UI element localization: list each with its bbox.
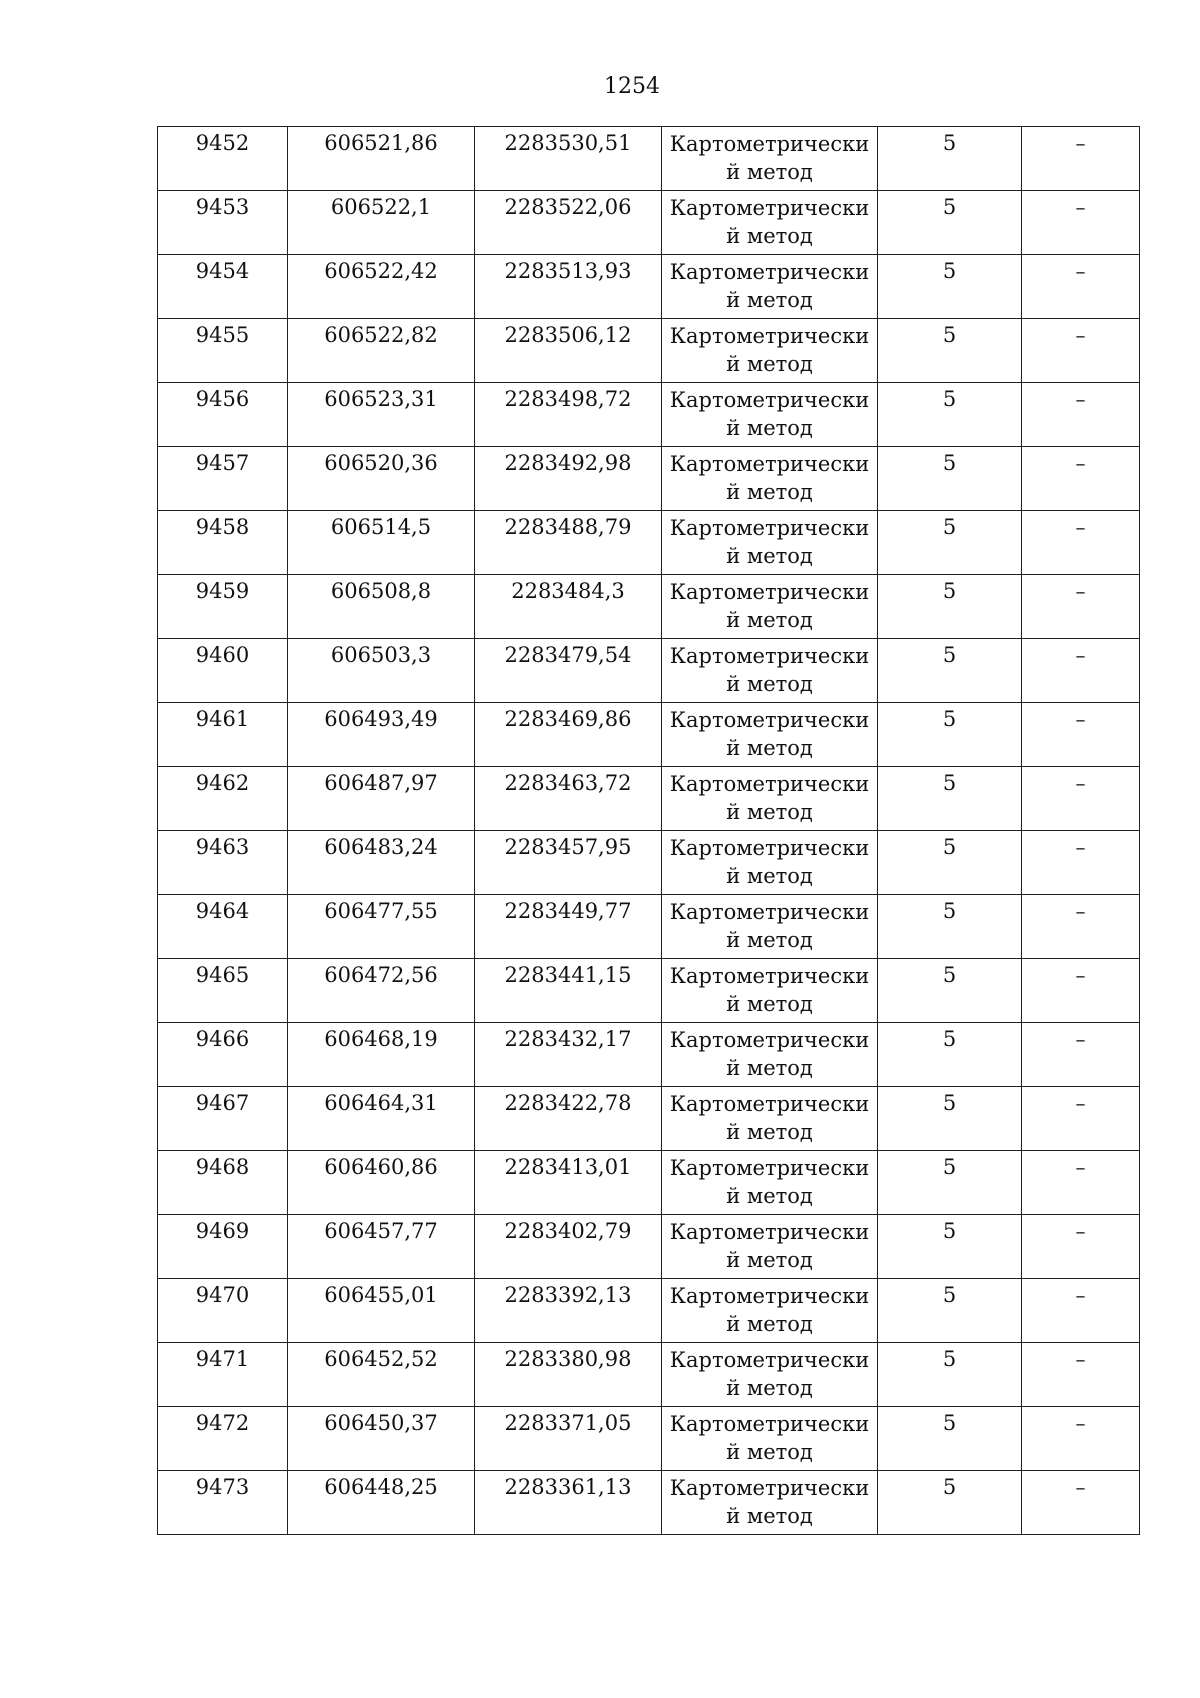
cell-method	[662, 639, 878, 703]
cell-accuracy-text: 5	[942, 1027, 957, 1051]
cell-coordinate-x	[288, 255, 475, 319]
cell-coordinate-x-text: 606452,52	[324, 1347, 438, 1371]
cell-note	[1022, 575, 1140, 639]
cell-accuracy	[878, 703, 1022, 767]
cell-point-number	[158, 1087, 288, 1151]
table-row	[158, 127, 1140, 191]
cell-point-number-text: 9468	[195, 1155, 250, 1179]
cell-method	[662, 191, 878, 255]
cell-note	[1022, 767, 1140, 831]
cell-point-number-text: 9465	[195, 963, 250, 987]
cell-coordinate-y-text: 2283449,77	[504, 899, 632, 923]
cell-coordinate-x-text: 606468,19	[324, 1027, 438, 1051]
cell-accuracy-text: 5	[942, 835, 957, 859]
cell-coordinate-y	[475, 959, 662, 1023]
cell-coordinate-x-text: 606455,01	[324, 1283, 438, 1307]
cell-point-number-text: 9459	[195, 579, 250, 603]
cell-method-text: Картометрически й метод	[669, 1348, 870, 1400]
cell-coordinate-y	[475, 447, 662, 511]
cell-method-text: Картометрически й метод	[669, 324, 870, 376]
cell-note	[1022, 1471, 1140, 1535]
cell-accuracy	[878, 1215, 1022, 1279]
cell-method	[662, 511, 878, 575]
cell-note-text: –	[1075, 195, 1086, 219]
cell-method	[662, 703, 878, 767]
cell-method-text: Картометрически й метод	[669, 708, 870, 760]
table-row	[158, 1471, 1140, 1535]
cell-method	[662, 255, 878, 319]
cell-accuracy-text: 5	[942, 1411, 957, 1435]
cell-accuracy	[878, 767, 1022, 831]
cell-note-text: –	[1075, 643, 1086, 667]
cell-point-number	[158, 511, 288, 575]
table-row	[158, 1343, 1140, 1407]
cell-method-text: Картометрически й метод	[669, 1220, 870, 1272]
cell-note-text: –	[1075, 1411, 1086, 1435]
cell-point-number-text: 9454	[195, 259, 250, 283]
cell-method	[662, 767, 878, 831]
cell-method	[662, 319, 878, 383]
cell-coordinate-x	[288, 831, 475, 895]
cell-accuracy-text: 5	[942, 579, 957, 603]
table-row	[158, 1087, 1140, 1151]
cell-coordinate-y	[475, 895, 662, 959]
cell-method	[662, 1023, 878, 1087]
cell-accuracy-text: 5	[942, 1155, 957, 1179]
cell-coordinate-x	[288, 895, 475, 959]
cell-point-number-text: 9470	[195, 1283, 250, 1307]
cell-note-text: –	[1075, 323, 1086, 347]
cell-note	[1022, 1023, 1140, 1087]
cell-note	[1022, 703, 1140, 767]
cell-point-number	[158, 575, 288, 639]
cell-accuracy	[878, 1471, 1022, 1535]
cell-coordinate-y	[475, 511, 662, 575]
cell-coordinate-x	[288, 1215, 475, 1279]
cell-point-number-text: 9472	[195, 1411, 250, 1435]
cell-point-number-text: 9452	[195, 131, 250, 155]
table-row	[158, 1279, 1140, 1343]
cell-coordinate-x-text: 606522,42	[324, 259, 438, 283]
cell-note	[1022, 319, 1140, 383]
cell-point-number	[158, 191, 288, 255]
cell-coordinate-x-text: 606493,49	[324, 707, 438, 731]
cell-accuracy-text: 5	[942, 1091, 957, 1115]
cell-accuracy-text: 5	[942, 195, 957, 219]
cell-coordinate-x-text: 606457,77	[324, 1219, 438, 1243]
cell-accuracy	[878, 1343, 1022, 1407]
cell-coordinate-y	[475, 1407, 662, 1471]
cell-accuracy-text: 5	[942, 1475, 957, 1499]
cell-method-text: Картометрически й метод	[669, 1412, 870, 1464]
table-row	[158, 767, 1140, 831]
cell-method-text: Картометрически й метод	[669, 1476, 870, 1528]
table-row	[158, 1151, 1140, 1215]
cell-method	[662, 1151, 878, 1215]
table-row	[158, 895, 1140, 959]
cell-method-text: Картометрически й метод	[669, 516, 870, 568]
cell-point-number-text: 9460	[195, 643, 250, 667]
cell-coordinate-y	[475, 767, 662, 831]
table-row	[158, 575, 1140, 639]
cell-accuracy	[878, 1279, 1022, 1343]
cell-method-text: Картометрически й метод	[669, 196, 870, 248]
cell-coordinate-x-text: 606460,86	[324, 1155, 438, 1179]
cell-coordinate-y	[475, 127, 662, 191]
cell-note-text: –	[1075, 579, 1086, 603]
cell-coordinate-y-text: 2283488,79	[504, 515, 632, 539]
cell-accuracy-text: 5	[942, 899, 957, 923]
cell-accuracy	[878, 255, 1022, 319]
cell-method	[662, 1087, 878, 1151]
table-row	[158, 1407, 1140, 1471]
cell-method	[662, 127, 878, 191]
cell-coordinate-x	[288, 127, 475, 191]
cell-coordinate-y-text: 2283530,51	[504, 131, 632, 155]
cell-coordinate-x-text: 606514,5	[330, 515, 432, 539]
cell-coordinate-x	[288, 703, 475, 767]
cell-note-text: –	[1075, 1155, 1086, 1179]
cell-coordinate-y	[475, 639, 662, 703]
cell-note	[1022, 831, 1140, 895]
cell-coordinate-y-text: 2283513,93	[504, 259, 632, 283]
cell-coordinate-y-text: 2283469,86	[504, 707, 632, 731]
cell-coordinate-y	[475, 575, 662, 639]
cell-coordinate-y	[475, 319, 662, 383]
cell-method-text: Картометрически й метод	[669, 644, 870, 696]
cell-coordinate-y	[475, 1023, 662, 1087]
cell-coordinate-x-text: 606522,82	[324, 323, 438, 347]
table-row	[158, 511, 1140, 575]
cell-coordinate-y-text: 2283441,15	[504, 963, 632, 987]
cell-coordinate-y-text: 2283498,72	[504, 387, 632, 411]
cell-coordinate-x	[288, 1471, 475, 1535]
cell-method	[662, 831, 878, 895]
cell-coordinate-x-text: 606448,25	[324, 1475, 438, 1499]
cell-coordinate-x	[288, 1151, 475, 1215]
cell-method	[662, 1215, 878, 1279]
cell-coordinate-y	[475, 1215, 662, 1279]
cell-coordinate-y	[475, 1471, 662, 1535]
cell-note	[1022, 1343, 1140, 1407]
cell-method-text: Картометрически й метод	[669, 836, 870, 888]
cell-coordinate-y-text: 2283432,17	[504, 1027, 632, 1051]
cell-point-number	[158, 127, 288, 191]
cell-note	[1022, 191, 1140, 255]
cell-accuracy-text: 5	[942, 1283, 957, 1307]
cell-point-number	[158, 703, 288, 767]
cell-coordinate-y	[475, 191, 662, 255]
cell-coordinate-y-text: 2283361,13	[504, 1475, 632, 1499]
cell-accuracy-text: 5	[942, 643, 957, 667]
cell-coordinate-y-text: 2283371,05	[504, 1411, 632, 1435]
cell-point-number-text: 9463	[195, 835, 250, 859]
cell-note-text: –	[1075, 1219, 1086, 1243]
cell-accuracy-text: 5	[942, 323, 957, 347]
cell-point-number	[158, 1279, 288, 1343]
table-row	[158, 1215, 1140, 1279]
cell-accuracy-text: 5	[942, 451, 957, 475]
cell-note-text: –	[1075, 771, 1086, 795]
cell-note-text: –	[1075, 1091, 1086, 1115]
table-row	[158, 703, 1140, 767]
cell-accuracy	[878, 319, 1022, 383]
cell-accuracy-text: 5	[942, 1347, 957, 1371]
cell-method-text: Картометрически й метод	[669, 388, 870, 440]
cell-method-text: Картометрически й метод	[669, 452, 870, 504]
cell-accuracy-text: 5	[942, 131, 957, 155]
cell-point-number	[158, 383, 288, 447]
cell-accuracy-text: 5	[942, 259, 957, 283]
coordinates-table	[157, 126, 1140, 1535]
cell-accuracy	[878, 127, 1022, 191]
cell-point-number-text: 9455	[195, 323, 250, 347]
cell-method	[662, 1343, 878, 1407]
table-row	[158, 959, 1140, 1023]
cell-point-number	[158, 1023, 288, 1087]
cell-coordinate-y-text: 2283492,98	[504, 451, 632, 475]
cell-coordinate-y-text: 2283457,95	[504, 835, 632, 859]
cell-accuracy	[878, 831, 1022, 895]
cell-point-number	[158, 255, 288, 319]
cell-point-number-text: 9456	[195, 387, 250, 411]
cell-coordinate-y	[475, 703, 662, 767]
cell-note-text: –	[1075, 451, 1086, 475]
cell-coordinate-y-text: 2283522,06	[504, 195, 632, 219]
cell-point-number-text: 9461	[195, 707, 250, 731]
cell-coordinate-x-text: 606477,55	[324, 899, 438, 923]
cell-note	[1022, 959, 1140, 1023]
cell-coordinate-y-text: 2283484,3	[511, 579, 625, 603]
cell-accuracy-text: 5	[942, 707, 957, 731]
cell-coordinate-x	[288, 447, 475, 511]
cell-coordinate-x-text: 606521,86	[324, 131, 438, 155]
cell-note-text: –	[1075, 131, 1086, 155]
cell-method	[662, 1471, 878, 1535]
cell-coordinate-y-text: 2283463,72	[504, 771, 632, 795]
cell-note	[1022, 1215, 1140, 1279]
cell-point-number-text: 9471	[195, 1347, 250, 1371]
cell-note	[1022, 1151, 1140, 1215]
cell-point-number	[158, 831, 288, 895]
cell-method-text: Картометрически й метод	[669, 580, 870, 632]
cell-coordinate-x	[288, 1407, 475, 1471]
cell-point-number	[158, 1343, 288, 1407]
cell-point-number-text: 9457	[195, 451, 250, 475]
cell-point-number-text: 9453	[195, 195, 250, 219]
cell-coordinate-x-text: 606487,97	[324, 771, 438, 795]
cell-method-text: Картометрически й метод	[669, 964, 870, 1016]
cell-point-number-text: 9464	[195, 899, 250, 923]
cell-coordinate-y-text: 2283422,78	[504, 1091, 632, 1115]
cell-method	[662, 1279, 878, 1343]
coordinates-table-body	[158, 127, 1140, 1535]
cell-accuracy	[878, 511, 1022, 575]
cell-note	[1022, 511, 1140, 575]
cell-accuracy	[878, 895, 1022, 959]
cell-note	[1022, 639, 1140, 703]
cell-coordinate-x	[288, 1087, 475, 1151]
cell-note-text: –	[1075, 1027, 1086, 1051]
cell-coordinate-y-text: 2283402,79	[504, 1219, 632, 1243]
cell-point-number	[158, 1407, 288, 1471]
cell-coordinate-x	[288, 511, 475, 575]
cell-coordinate-x	[288, 959, 475, 1023]
cell-note	[1022, 895, 1140, 959]
cell-point-number-text: 9473	[195, 1475, 250, 1499]
cell-accuracy	[878, 1151, 1022, 1215]
cell-note-text: –	[1075, 1347, 1086, 1371]
cell-method-text: Картометрически й метод	[669, 132, 870, 184]
cell-coordinate-x	[288, 191, 475, 255]
cell-point-number-text: 9458	[195, 515, 250, 539]
cell-method-text: Картометрически й метод	[669, 1156, 870, 1208]
cell-coordinate-x	[288, 767, 475, 831]
cell-coordinate-x-text: 606472,56	[324, 963, 438, 987]
cell-point-number	[158, 959, 288, 1023]
cell-coordinate-y	[475, 1151, 662, 1215]
cell-note-text: –	[1075, 1283, 1086, 1307]
cell-coordinate-y	[475, 1087, 662, 1151]
cell-point-number-text: 9469	[195, 1219, 250, 1243]
cell-coordinate-y-text: 2283380,98	[504, 1347, 632, 1371]
cell-method	[662, 575, 878, 639]
cell-method	[662, 447, 878, 511]
cell-coordinate-y	[475, 383, 662, 447]
cell-coordinate-x-text: 606508,8	[330, 579, 432, 603]
cell-coordinate-x	[288, 1279, 475, 1343]
cell-coordinate-x	[288, 1023, 475, 1087]
cell-method	[662, 959, 878, 1023]
cell-accuracy	[878, 383, 1022, 447]
cell-point-number-text: 9462	[195, 771, 250, 795]
cell-coordinate-y	[475, 1343, 662, 1407]
cell-method-text: Картометрически й метод	[669, 260, 870, 312]
cell-accuracy	[878, 447, 1022, 511]
cell-point-number	[158, 319, 288, 383]
cell-coordinate-x	[288, 1343, 475, 1407]
cell-note	[1022, 1087, 1140, 1151]
cell-point-number	[158, 447, 288, 511]
cell-method-text: Картометрически й метод	[669, 772, 870, 824]
table-row	[158, 255, 1140, 319]
cell-point-number	[158, 639, 288, 703]
cell-accuracy-text: 5	[942, 771, 957, 795]
cell-coordinate-x-text: 606464,31	[324, 1091, 438, 1115]
cell-accuracy	[878, 575, 1022, 639]
cell-accuracy	[878, 959, 1022, 1023]
cell-note-text: –	[1075, 707, 1086, 731]
cell-coordinate-y-text: 2283479,54	[504, 643, 632, 667]
cell-coordinate-x	[288, 639, 475, 703]
cell-point-number-text: 9466	[195, 1027, 250, 1051]
table-row	[158, 319, 1140, 383]
cell-point-number	[158, 1215, 288, 1279]
cell-coordinate-x-text: 606523,31	[324, 387, 438, 411]
cell-note-text: –	[1075, 259, 1086, 283]
cell-accuracy-text: 5	[942, 1219, 957, 1243]
table-row	[158, 831, 1140, 895]
cell-coordinate-x-text: 606450,37	[324, 1411, 438, 1435]
cell-coordinate-x-text: 606503,3	[330, 643, 432, 667]
page-number: 1254	[604, 74, 660, 99]
cell-method	[662, 383, 878, 447]
cell-note-text: –	[1075, 899, 1086, 923]
cell-accuracy	[878, 1087, 1022, 1151]
cell-coordinate-x	[288, 383, 475, 447]
cell-note	[1022, 383, 1140, 447]
cell-accuracy	[878, 1023, 1022, 1087]
cell-note-text: –	[1075, 835, 1086, 859]
cell-note-text: –	[1075, 387, 1086, 411]
cell-coordinate-y-text: 2283506,12	[504, 323, 632, 347]
cell-coordinate-y-text: 2283413,01	[504, 1155, 632, 1179]
cell-accuracy-text: 5	[942, 387, 957, 411]
cell-note	[1022, 255, 1140, 319]
cell-note-text: –	[1075, 963, 1086, 987]
cell-accuracy-text: 5	[942, 515, 957, 539]
cell-method-text: Картометрически й метод	[669, 900, 870, 952]
cell-method	[662, 895, 878, 959]
cell-note	[1022, 1407, 1140, 1471]
cell-coordinate-x	[288, 319, 475, 383]
table-row	[158, 191, 1140, 255]
table-row	[158, 1023, 1140, 1087]
cell-coordinate-x-text: 606522,1	[330, 195, 432, 219]
cell-point-number	[158, 1471, 288, 1535]
table-row	[158, 639, 1140, 703]
cell-coordinate-x-text: 606520,36	[324, 451, 438, 475]
cell-coordinate-x-text: 606483,24	[324, 835, 438, 859]
cell-method-text: Картометрически й метод	[669, 1092, 870, 1144]
cell-note-text: –	[1075, 1475, 1086, 1499]
cell-point-number	[158, 1151, 288, 1215]
cell-accuracy	[878, 1407, 1022, 1471]
cell-point-number-text: 9467	[195, 1091, 250, 1115]
cell-method	[662, 1407, 878, 1471]
cell-accuracy	[878, 191, 1022, 255]
cell-coordinate-y-text: 2283392,13	[504, 1283, 632, 1307]
cell-accuracy	[878, 639, 1022, 703]
cell-point-number	[158, 895, 288, 959]
cell-coordinate-y	[475, 255, 662, 319]
cell-note	[1022, 447, 1140, 511]
cell-note	[1022, 1279, 1140, 1343]
table-row	[158, 383, 1140, 447]
cell-method-text: Картометрически й метод	[669, 1028, 870, 1080]
cell-point-number	[158, 767, 288, 831]
cell-method-text: Картометрически й метод	[669, 1284, 870, 1336]
cell-coordinate-x	[288, 575, 475, 639]
cell-coordinate-y	[475, 1279, 662, 1343]
table-row	[158, 447, 1140, 511]
cell-note	[1022, 127, 1140, 191]
cell-coordinate-y	[475, 831, 662, 895]
cell-note-text: –	[1075, 515, 1086, 539]
cell-accuracy-text: 5	[942, 963, 957, 987]
